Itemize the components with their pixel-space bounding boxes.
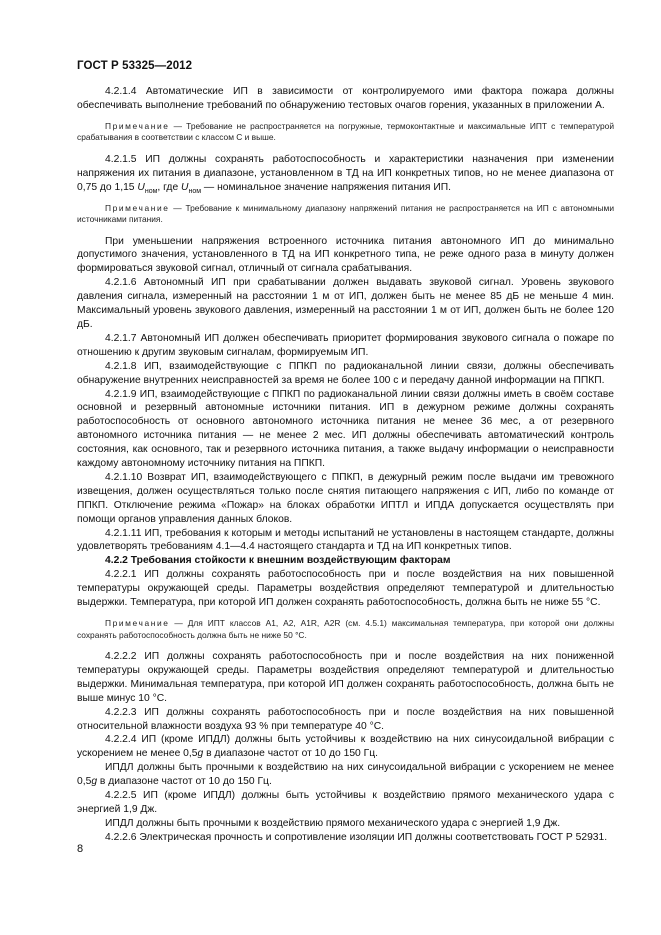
paragraph-4-2-1-9: 4.2.1.9 ИП, взаимодействующие с ППКП по радиоканальной линии связи должны иметь в своём составе основной и резервный автономные источники питания. ИП в дежурном режиме должны сохранять работоспособность от основного автономного источника питания не менее 36 мес, а от резервного автономного источника питания — не менее 2 мес. ИП должны обеспечивать автоматический контроль состояния, как основного, так и резервного источника питания, а также выдачу информации о неисправности каждому автономному источнику питания на ППКП. <box>77 388 614 470</box>
paragraph-4-2-1-10: 4.2.1.10 Возврат ИП, взаимодействующего с ППКП, в дежурный режим после выдачи им тревожного извещения, должен осуществляться только после снятия питающего напряжения с ИП, либо по команде от ППКП. Отключение режима «Пожар» на блоках обработки ИПТЛ и ИПДА допускается осуществлять при помощи органов управления данных блоков. <box>77 471 614 525</box>
text-run: в диапазоне частот от 10 до 150 Гц. <box>203 748 378 760</box>
paragraph-4-2-1-4: 4.2.1.4 Автоматические ИП в зависимости от контролируемого ими фактора пожара должны обеспечивать выполнение требований по обнаружению тестовых очагов горения, указанных в приложении А. <box>77 86 614 111</box>
paragraph-4-2-1-5 <box>77 153 614 195</box>
note-3 <box>77 618 614 641</box>
page-number: 8 <box>77 843 84 855</box>
paragraph-4-2-2-3: 4.2.2.3 ИП должны сохранять работоспособность при и после воздействия на них повышенной относительной влажности воздуха 93 % при температуре 40 °С. <box>77 706 614 732</box>
subscript-nom: ном <box>144 187 158 195</box>
note-label: Примечание <box>105 120 170 131</box>
note-2 <box>77 203 614 226</box>
text-run: 4.2.1.5 ИП должны сохранять работоспособность и характеристики назначения при изменении напряжения их питания в диапазоне, установленном в ТД на ИП конкретных типов, но не менее диапазона от 0,75 до 1,15 <box>77 153 614 193</box>
text-run: , где <box>157 181 182 193</box>
symbol-g: g <box>197 748 204 760</box>
note-label: Примечание <box>105 618 170 628</box>
section-heading-4-2-2: 4.2.2 Требования стойкости к внешним воздействующим факторам <box>105 555 451 567</box>
symbol-g: g <box>91 776 98 788</box>
text-run: в диапазоне частот от 10 до 150 Гц. <box>97 776 272 788</box>
symbol-u: U <box>181 181 189 193</box>
paragraph-4-2-1-6: 4.2.1.6 Автономный ИП при срабатывании должен выдавать звуковой сигнал. Уровень звукового давления сигнала, измеренный на расстоянии 1 м от ИП, должен быть не менее 85 дБ не меньше 4 мин. Максимальный уровень звукового давления, измеренный на расстоянии 1 м от ИП, должен быть не более 120 дБ. <box>77 277 614 330</box>
paragraph-4-2-2-6: 4.2.2.6 Электрическая прочность и сопротивление изоляции ИП должны соответствовать ГОСТ Р 52931. <box>105 831 608 843</box>
paragraph-ipdl-vibration <box>77 761 614 789</box>
note-text: — Требование не распространяется на погружные, термоконтактные и максимальные ИПТ с температурой срабатывания в соответствии с классом С и выше. <box>77 120 614 143</box>
paragraph-4-2-2-1: 4.2.2.1 ИП должны сохранять работоспособность при и после воздействия на них повышенной температуры окружающей среды. Параметры воздействия определяют температурой и длительностью выдержки. Температура, при которой ИП должен сохранять работоспособность, должна быть не ниже 55 °С. <box>77 569 614 609</box>
symbol-u: U <box>137 181 145 193</box>
paragraph-4-2-1-11: 4.2.1.11 ИП, требования к которым и методы испытаний не установлены в настоящем стандарте, должны удовлетворять требованиям 4.1—4.4 настоящего стандарта и ТД на ИП конкретных типов. <box>77 527 614 553</box>
text-run: 4.2.2.4 ИП (кроме ИПДЛ) должны быть устойчивы к воздействию на них синусоидальной вибрации с ускорением не менее 0,5 <box>77 734 614 760</box>
paragraph-4-2-2-2: 4.2.2.2 ИП должны сохранять работоспособность при и после воздействия на них пониженной температуры окружающей среды. Параметры воздействия определяют температурой и длительностью выдержки. Минимальная температура, при которой ИП должен сохранять работоспособность, должна быть не выше минус 10 °С. <box>77 651 614 704</box>
note-1 <box>77 121 614 144</box>
note-text: — Для ИПТ классов А1, А2, А1R, А2R (см. 4.5.1) максимальная температура, при которой они должны сохранять работоспособность должна быть не ниже 50 °С. <box>77 618 614 640</box>
paragraph-4-2-1-8: 4.2.1.8 ИП, взаимодействующие с ППКП по радиоканальной линии связи, должны обеспечивать обнаружение внутренних неисправностей за время не более 100 с и передачу данной информации на ППКП. <box>77 360 614 386</box>
paragraph-4-2-2-4 <box>77 733 614 761</box>
note-label: Примечание <box>105 202 170 213</box>
paragraph-4-2-2-5: 4.2.2.5 ИП (кроме ИПДЛ) должны быть устойчивы к воздействию прямого механического удара с энергией 1,9 Дж. <box>77 790 614 815</box>
subscript-nom: ном <box>188 187 202 195</box>
text-run: ИПДЛ должны быть прочными к воздействию на них синусоидальной вибрации с ускорением не менее 0,5 <box>77 762 614 788</box>
page-body <box>77 85 614 845</box>
paragraph-autonomous-power: При уменьшении напряжения встроенного источника питания автономного ИП до минимально допустимого значения, установленного в ТД на ИП конкретного типа, не реже одного раза в минуту должен формироваться звуковой сигнал, отличный от сигнала срабатывания. <box>77 235 614 275</box>
note-text: — Требование к минимальному диапазону напряжений питания не распространяется на ИП с автономными источниками питания. <box>77 202 614 225</box>
paragraph-4-2-1-7: 4.2.1.7 Автономный ИП должен обеспечивать приоритет формирования звукового сигнала о пожаре по отношению к другим звуковым сигналам, формируемым ИП. <box>77 332 614 358</box>
page-header-standard: ГОСТ Р 53325—2012 <box>77 60 193 72</box>
text-run: — номинальное значение напряжения питания ИП. <box>201 181 451 193</box>
paragraph-ipdl-impact: ИПДЛ должны быть прочными к воздействию прямого механического удара с энергией 1,9 Дж. <box>105 817 561 829</box>
